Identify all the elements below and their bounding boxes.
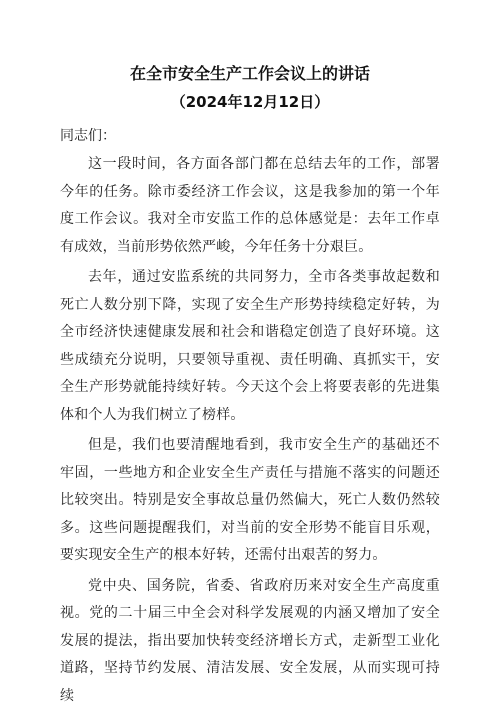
paragraph-1: 这一段时间，各方面各部门都在总结去年的工作，部署今年的任务。除市委经济工作会议，这是我参加的第一个年度工作会议。我对全市安监工作的总体感觉是：去年工作卓有成效，当前形势依然严峻，今年任务十分艰巨。 — [60, 151, 440, 261]
paragraph-2: 去年，通过安监系统的共同努力，全市各类事故起数和死亡人数分别下降，实现了安全生产形势持续稳定好转，为全市经济快速健康发展和社会和谐稳定创造了良好环境。这些成绩充分说明，只要领导重视、责任明确、真抓实干，安全生产形势就能持续好转。今天这个会上将要表彰的先进集体和个人为我们树立了榜样。 — [60, 264, 440, 429]
document-title: 在全市安全生产工作会议上的讲话 — [60, 62, 440, 86]
document-date: （2024年12月12日） — [60, 91, 440, 113]
paragraph-3: 但是，我们也要清醒地看到，我市安全生产的基础还不牢固，一些地方和企业安全生产责任与措施不落实的问题还比较突出。特别是安全事故总量仍然偏大，死亡人数仍然较多。这些问题提醒我们，对当前的安全形势不能盲目乐观，要实现安全生产的根本好转，还需付出艰苦的努力。 — [60, 432, 440, 570]
salutation: 同志们： — [60, 123, 440, 149]
paragraph-4: 党中央、国务院，省委、省政府历来对安全生产高度重视。党的二十届三中全会对科学发展观的内涵又增加了安全发展的提法，指出要加快转变经济增长方式，走新型工业化道路，坚持节约发展、清洁发展、安全发展，从而实现可持续 — [60, 573, 440, 710]
